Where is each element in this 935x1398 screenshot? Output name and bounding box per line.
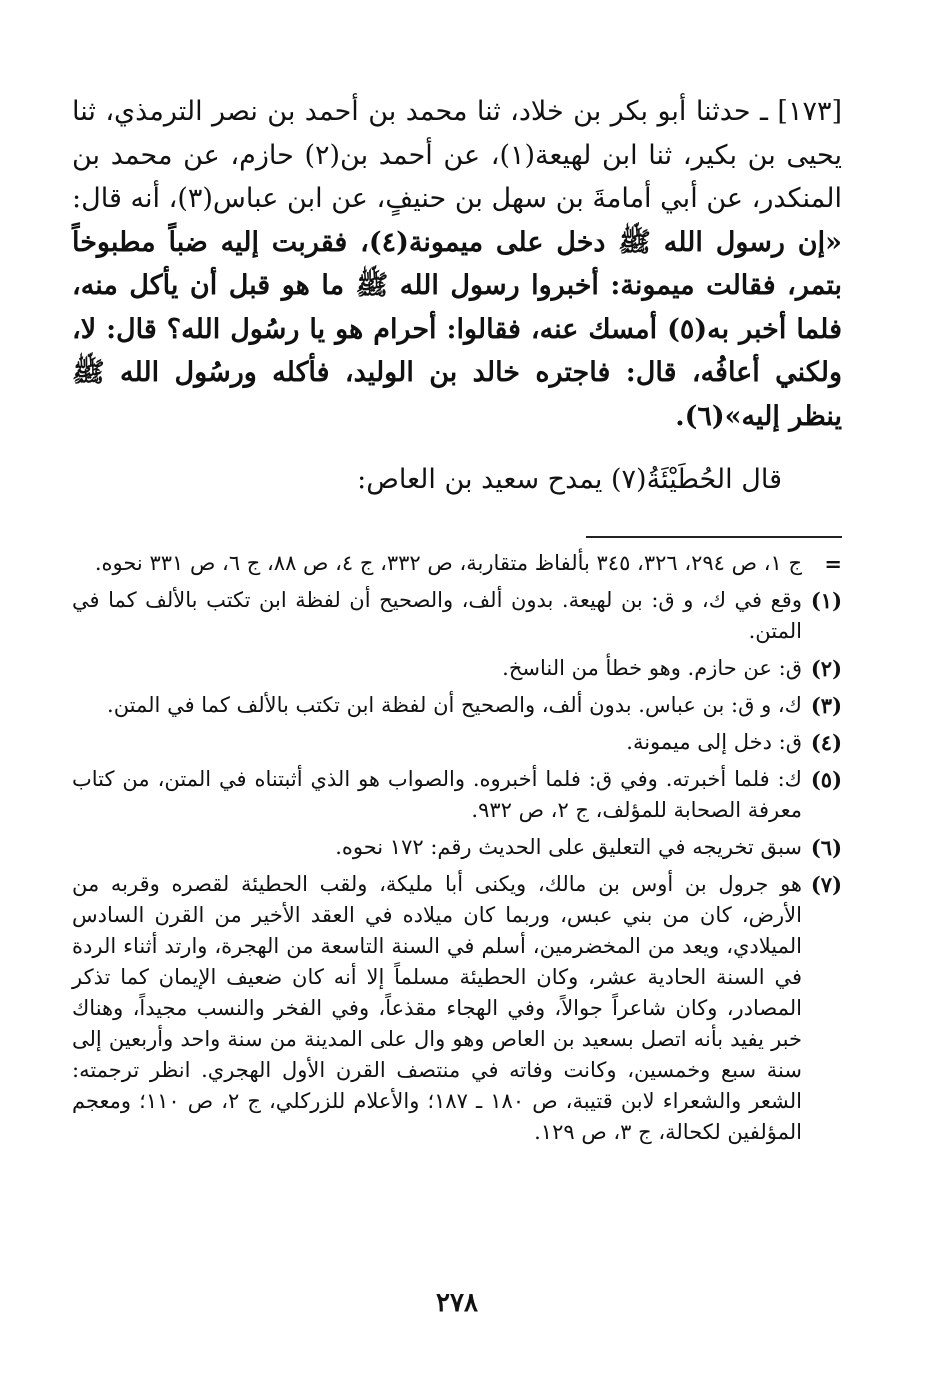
footnote-text: سبق تخريجه في التعليق على الحديث رقم: ١٧٢ نحوه. (335, 835, 802, 859)
page-number: ٢٧٨ (436, 1288, 478, 1318)
hadith-matn: «إن رسول الله ﷺ دخل على ميمونة(٤)، فقربت إليه ضباً مطبوخاً بتمر، فقالت ميمونة: أخبروا رسول الله ﷺ ما هو قبل أن يأكل منه، فلما أخبر به(٥) أمسك عنه، فقالوا: أحرام هو يا رسُول الله؟ قال: لا، ولكني أعافُه، قال: فاجتره خالد بن الوليد، فأكله ورسُول الله ﷺ ينظر إليه»(٦). (72, 226, 843, 432)
footnotes (72, 548, 842, 1154)
footnote-text: هو جرول بن أوس بن مالك، ويكنى أبا مليكة، ولقب الحطيئة لقصره وقربه من الأرض، كان من بني عبس، وربما كان ميلاده في العقد الأخير من القرن السادس الميلادي، ويعد من المخضرمين، أسلم في السنة التاسعة من الهجرة، وارتد أثناء الردة في السنة الحادية عشر، وكان الحطيئة مسلماً إلا أنه كان ضعيف الإيمان كما تذكر المصادر، وكان شاعراً جوالاً، وفي الهجاء مقذعاً، وفي الفخر والنسب مجيداً، وهناك خبر يفيد بأنه اتصل بسعيد بن العاص وهو وال على المدينة من سنة واحد وأربعين إلى سنة سبع وخمسين، وكانت وفاته في منتصف القرن الأول الهجري. انظر ترجمته: الشعر والشعراء لابن قتيبة، ص ١٨٠ ـ ١٨٧؛ والأعلام للزركلي، ج ٢، ص ١١٠؛ ومعجم المؤلفين لكحالة، ج ٣، ص ١٢٩. (72, 872, 802, 1144)
footnote-separator (586, 536, 842, 538)
footnote-number: (٢) (810, 656, 842, 681)
footnote-7 (72, 869, 842, 1148)
footnote-number: (٣) (810, 693, 842, 718)
footnote-number: = (824, 551, 842, 576)
footnote-2 (72, 653, 842, 684)
footnote-1 (72, 585, 842, 647)
footnote-text: وقع في ك، و ق: بن لهيعة. بدون ألف، والصحيح أن لفظة ابن تكتب بالألف كما في المتن. (72, 588, 802, 643)
footnote-number: (٥) (810, 767, 842, 792)
footnote-text: ق: عن حازم. وهو خطأ من الناسخ. (502, 656, 802, 680)
footnote-number: (٦) (810, 835, 842, 860)
footnote-text: ك: فلما أخبرته. وفي ق: فلما أخبروه. والصواب هو الذي أثبتناه في المتن، من كتاب معرفة الصحابة للمؤلف، ج ٢، ص ٩٣٢. (72, 767, 802, 822)
footnote-text: ق: دخل إلى ميمونة. (626, 730, 802, 754)
footnote-5 (72, 764, 842, 826)
footnote-text: ك، و ق: بن عباس. بدون ألف، والصحيح أن لفظة ابن تكتب بالألف كما في المتن. (107, 693, 802, 717)
footnote-number: (٧) (810, 872, 842, 897)
footnote-continuation (72, 548, 842, 579)
footnote-number: (٤) (810, 730, 842, 755)
hadith-chain: [١٧٣] ـ حدثنا أبو بكر بن خلاد، ثنا محمد بن أحمد بن نصر الترمذي، ثنا يحيى بن بكير، ثنا ابن لهيعة(١)، عن أحمد بن(٢) حازم، عن محمد بن المنكدر، عن أبي أمامةَ بن سهل بن حنيفٍ، عن ابن عباس(٣)، أنه قال: (72, 96, 843, 214)
hadith-paragraph (72, 90, 842, 438)
footnote-number: (١) (810, 588, 842, 613)
footnote-4 (72, 727, 842, 758)
footnote-3 (72, 690, 842, 721)
footnote-text: ج ١، ص ٢٩٤، ٣٢٦، ٣٤٥ بألفاظ متقاربة، ص ٣٣٢، ج ٤، ص ٨٨، ج ٦، ص ٣٣١ نحوه. (94, 551, 802, 575)
footnote-6 (72, 832, 842, 863)
document-page (72, 90, 842, 1390)
verse-intro: قال الحُطَيْئَةُ(٧) يمدح سعيد بن العاص: (357, 464, 782, 495)
